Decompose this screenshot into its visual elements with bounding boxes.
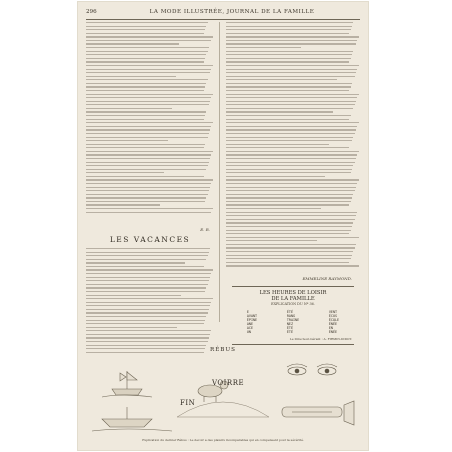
text-line — [226, 219, 355, 220]
text-line — [86, 137, 208, 138]
text-line — [226, 58, 351, 59]
text-line — [86, 345, 206, 346]
rebus-title: RÉBUS — [210, 347, 236, 353]
text-line — [86, 305, 210, 306]
text-line — [86, 291, 205, 292]
ship-icon — [102, 371, 152, 397]
text-line — [86, 334, 210, 335]
text-line — [86, 309, 209, 310]
text-line — [226, 22, 353, 23]
text-line — [226, 265, 359, 266]
acrostic-word: TRAINE — [286, 318, 300, 323]
text-line — [86, 287, 206, 288]
text-line — [86, 190, 209, 191]
text-line — [226, 79, 337, 80]
text-line — [226, 65, 359, 66]
text-line — [226, 133, 355, 134]
acrostic-word: ÉTÉ — [286, 310, 293, 314]
text-line — [86, 22, 208, 23]
text-line — [226, 51, 353, 52]
text-line — [86, 302, 211, 303]
acrostic-word: AVANT — [246, 314, 258, 319]
text-line — [86, 111, 206, 112]
text-line — [86, 40, 211, 41]
text-line — [226, 69, 357, 70]
text-line — [226, 151, 359, 152]
text-line — [226, 43, 356, 44]
text-line — [86, 119, 204, 120]
puzzle-title-line1: LES HEURES DE LOISIR — [259, 290, 327, 296]
text-line — [226, 115, 351, 116]
text-line — [86, 162, 209, 163]
text-line — [226, 119, 349, 120]
rebus-drawing — [82, 347, 364, 442]
text-line — [226, 197, 352, 198]
newspaper-page — [78, 2, 368, 450]
text-line — [86, 147, 204, 148]
rebus-caption: Explication du dernier Rébus : Le devoir a des plaisirs incomparables qui en compensent pour la sévérité. — [142, 438, 304, 442]
text-line — [226, 40, 357, 41]
text-line — [86, 320, 205, 321]
text-line — [226, 147, 349, 148]
text-line — [86, 197, 206, 198]
text-line — [226, 165, 353, 166]
text-line — [226, 230, 351, 231]
eyes-icon — [287, 364, 337, 375]
acrostic-word: ÉCUS — [328, 314, 338, 319]
text-line — [226, 158, 356, 159]
text-line — [226, 222, 353, 223]
text-line — [226, 187, 356, 188]
text-line — [226, 201, 351, 202]
text-line — [86, 69, 211, 70]
text-line — [86, 65, 213, 66]
text-line — [86, 90, 204, 91]
text-line — [86, 115, 205, 116]
text-line — [226, 144, 329, 145]
acrostic-column — [287, 310, 299, 335]
text-line — [226, 61, 349, 62]
text-line — [86, 165, 208, 166]
text-line — [86, 183, 211, 184]
text-line — [86, 273, 211, 274]
text-line — [86, 323, 204, 324]
text-line — [86, 29, 205, 30]
text-line — [226, 233, 349, 234]
text-line — [226, 169, 352, 170]
acrostic-word: EN — [328, 326, 333, 331]
puzzle-answers-box — [232, 286, 354, 345]
text-line — [226, 262, 349, 263]
text-line — [86, 201, 205, 202]
text-line — [86, 252, 209, 253]
page-header — [86, 8, 360, 18]
text-line — [86, 122, 213, 123]
text-line — [86, 172, 164, 173]
text-line — [86, 259, 206, 260]
scroll-icon — [282, 401, 354, 425]
text-line — [86, 204, 160, 205]
acrostic-word: ÉTÉ — [286, 330, 293, 335]
text-line — [86, 158, 210, 159]
text-line — [86, 280, 209, 281]
text-line — [86, 33, 204, 34]
text-line — [86, 86, 205, 87]
text-line — [226, 122, 359, 123]
text-line — [226, 83, 352, 84]
puzzle-title — [232, 290, 354, 302]
rebus-word-fin: FIN — [180, 399, 196, 407]
article-text-block — [86, 248, 214, 355]
text-line — [86, 330, 211, 331]
text-line — [226, 94, 359, 95]
text-line — [86, 269, 213, 270]
text-line — [226, 194, 353, 195]
text-line — [226, 86, 351, 87]
text-line — [86, 43, 179, 44]
text-line — [226, 97, 357, 98]
text-line — [226, 126, 357, 127]
acrostic-grid — [232, 310, 354, 335]
article-text-block — [86, 22, 214, 215]
text-line — [226, 247, 355, 248]
text-line — [86, 104, 209, 105]
text-line — [226, 29, 351, 30]
column-divider — [219, 22, 220, 322]
text-line — [86, 47, 209, 48]
rebus-illustration — [82, 347, 364, 442]
page-number: 296 — [86, 9, 97, 15]
text-line — [226, 129, 356, 130]
text-line — [226, 137, 353, 138]
text-line — [86, 140, 168, 141]
acrostic-word: ÉCOLE — [328, 318, 340, 323]
acrostic-word: ANE — [246, 322, 253, 327]
text-line — [86, 194, 208, 195]
text-line — [86, 76, 176, 77]
text-line — [86, 26, 206, 27]
text-line — [86, 94, 213, 95]
text-line — [86, 255, 208, 256]
acrostic-word: ACE — [246, 326, 253, 331]
text-line — [226, 237, 359, 238]
puzzle-subtitle: EXPLICATION DU Nº 36. — [271, 302, 315, 306]
text-line — [86, 36, 213, 37]
text-line — [86, 97, 211, 98]
acrostic-word: E — [246, 310, 249, 314]
text-line — [226, 190, 355, 191]
text-line — [226, 162, 355, 163]
acrostic-word: UN — [246, 330, 251, 335]
author-signature: EMMELINE RAYMOND. — [302, 276, 352, 281]
publisher-line: Le Directeur-Gérant : A. FIRMIN-DIDOT. — [289, 336, 352, 341]
acrostic-word: RANG — [286, 314, 296, 319]
text-line — [86, 72, 210, 73]
text-line — [86, 61, 204, 62]
puzzle-title-line2: DE LA FAMILLE — [271, 296, 315, 302]
journal-title: LA MODE ILLUSTRÉE, JOURNAL DE LA FAMILLE — [149, 9, 315, 15]
text-line — [226, 101, 356, 102]
text-line — [226, 255, 352, 256]
text-line — [226, 90, 349, 91]
text-line — [86, 327, 177, 328]
text-line — [226, 172, 351, 173]
acrostic-word: ÉNÉE — [328, 322, 338, 327]
text-line — [86, 179, 213, 180]
acrostic-word: ÉTÉ — [286, 326, 293, 331]
text-line — [226, 212, 357, 213]
text-line — [226, 26, 352, 27]
text-line — [86, 298, 213, 299]
text-line — [226, 179, 359, 180]
text-line — [226, 104, 355, 105]
text-line — [86, 58, 205, 59]
text-line — [226, 226, 352, 227]
text-line — [86, 212, 211, 213]
acrostic-word: VENT — [328, 310, 338, 314]
text-line — [86, 101, 210, 102]
text-line — [226, 36, 359, 37]
text-line — [226, 240, 317, 241]
text-line — [86, 266, 204, 267]
text-line — [86, 295, 181, 296]
text-line — [86, 144, 205, 145]
text-line — [86, 262, 185, 263]
section-title-vacances: LES VACANCES — [109, 235, 191, 244]
text-line — [226, 244, 356, 245]
text-line — [86, 133, 209, 134]
text-line — [226, 72, 356, 73]
text-line — [86, 176, 204, 177]
text-line — [226, 258, 351, 259]
article-text-block — [226, 22, 360, 269]
acrostic-word: NEZ — [286, 322, 293, 327]
text-line — [226, 183, 357, 184]
text-line — [86, 54, 206, 55]
text-line — [86, 337, 209, 338]
text-line — [86, 316, 206, 317]
text-line — [226, 76, 355, 77]
text-line — [226, 33, 349, 34]
text-line — [86, 277, 210, 278]
text-line — [86, 208, 213, 209]
text-line — [86, 341, 208, 342]
text-line — [226, 154, 357, 155]
text-line — [226, 208, 321, 209]
text-line — [86, 169, 206, 170]
acrostic-word: ÉNÉE — [328, 330, 338, 335]
acrostic-word: ÉPINE — [246, 318, 258, 323]
text-line — [86, 83, 206, 84]
text-line — [86, 154, 211, 155]
text-line — [86, 108, 172, 109]
acrostic-column — [329, 310, 339, 335]
text-line — [226, 176, 325, 177]
acrostic-column — [247, 310, 257, 335]
text-line — [86, 151, 213, 152]
text-line — [86, 187, 210, 188]
rebus-word-voirre: VOIRRE — [212, 379, 245, 387]
text-line — [86, 284, 208, 285]
text-line — [226, 251, 353, 252]
text-line — [226, 111, 333, 112]
text-line — [86, 129, 210, 130]
text-line — [226, 54, 352, 55]
article-signature: E. R. — [200, 227, 210, 232]
text-line — [86, 312, 208, 313]
text-line — [226, 215, 356, 216]
text-line — [86, 248, 210, 249]
text-line — [226, 47, 301, 48]
text-line — [86, 79, 208, 80]
text-line — [86, 51, 208, 52]
text-line — [226, 204, 349, 205]
header-rule — [86, 19, 360, 20]
boats-icon — [92, 407, 172, 431]
text-line — [226, 140, 352, 141]
text-line — [226, 108, 353, 109]
text-line — [86, 126, 211, 127]
